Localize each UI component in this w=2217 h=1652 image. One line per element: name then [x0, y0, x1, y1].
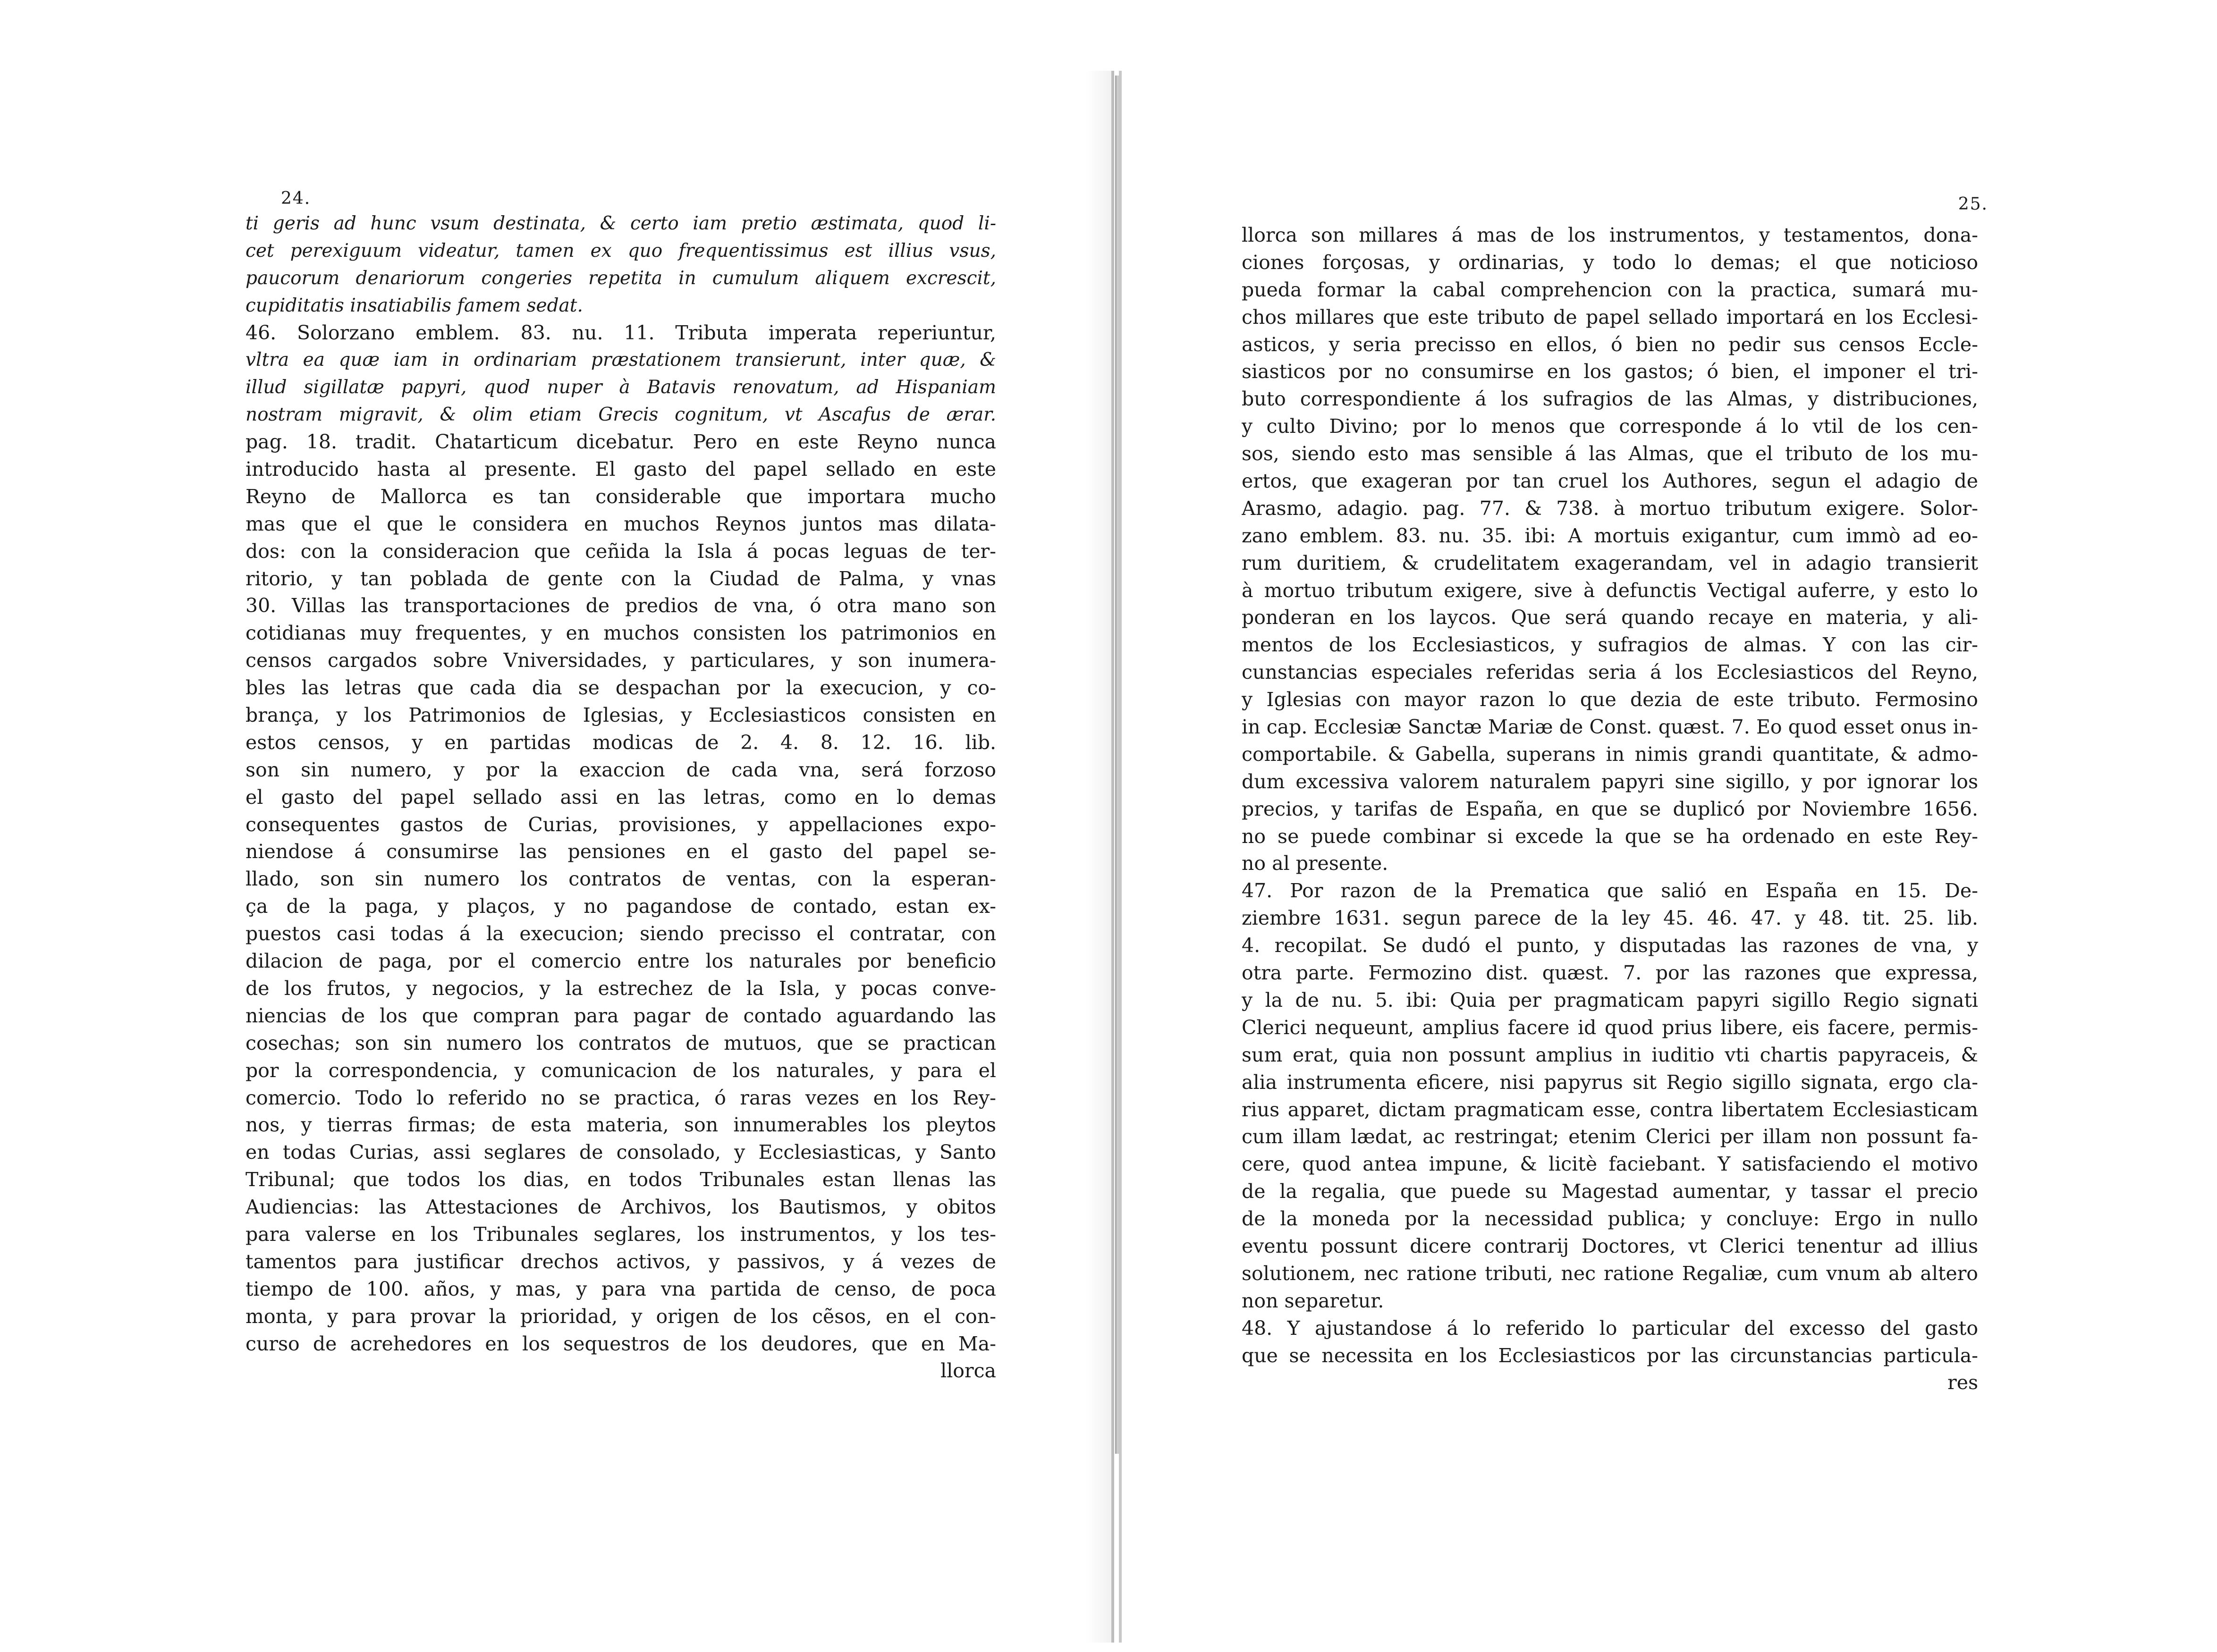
text-line: y Iglesias con mayor razon lo que dezia de este tributo. Fermosino — [1242, 688, 1978, 711]
text-line: monta, y para provar la prioridad, y origen de los cẽsos, en el con- — [245, 1305, 996, 1328]
text-line: ti geris ad hunc vsum destinata, & certo iam pretio æstimata, quod li- — [245, 213, 996, 234]
text-line: Audiencias: las Attestaciones de Archivos, los Bautismos, y obitos — [245, 1196, 996, 1219]
text-line: en todas Curias, assi seglares de consolado, y Ecclesiasticas, y Santo — [245, 1141, 996, 1164]
text-line: in cap. Ecclesiæ Sanctæ Mariæ de Const. quæst. 7. Eo quod esset onus in- — [1242, 716, 1978, 739]
text-line: bles las letras que cada dia se despachan por la execucion, y co- — [245, 676, 996, 700]
catchword: llorca — [940, 1359, 996, 1382]
text-line: Tribunal; que todos los dias, en todos Tribunales estan llenas las — [245, 1168, 996, 1191]
text-line: alia instrumenta eficere, nisi papyrus sit Regio sigillo signata, ergo cla- — [1242, 1070, 1978, 1094]
text-line: sum erat, quia non possunt amplius in iuditio vti chartis papyraceis, & — [1242, 1043, 1978, 1066]
text-line: mentos de los Ecclesiasticos, y sufragios de almas. Y con las cir- — [1242, 633, 1978, 657]
right-page-text — [1242, 222, 1978, 1397]
text-line: llorca son millares á mas de los instrumentos, y testamentos, dona- — [1242, 224, 1978, 246]
text-line: dos: con la consideracion que ceñida la Isla á pocas leguas de ter- — [245, 539, 996, 563]
text-line: cet perexiguum videatur, tamen ex quo frequentissimus est illius vsus, — [245, 240, 996, 261]
text-line: para valerse en los Tribunales seglares, los instrumentos, y los tes- — [245, 1222, 996, 1246]
text-line: 30. Villas las transportaciones de predios de vna, ó otra mano son — [245, 594, 996, 617]
text-line: estos censos, y en partidas modicas de 2. 4. 8. 12. 16. lib. — [245, 731, 996, 754]
text-line: eventu possunt dicere contrarij Doctores, vt Clerici tenentur ad illius — [1242, 1234, 1978, 1257]
text-line: à mortuo tributum exigere, sive à defunctis Vectigal auferre, y esto lo — [1242, 579, 1978, 602]
text-line: y culto Divino; por lo menos que corresponde á lo vtil de los cen- — [1242, 415, 1978, 438]
text-line: niencias de los que compran para pagar de contado aguardando las — [245, 1004, 996, 1027]
text-line: 4. recopilat. Se dudó el punto, y disputadas las razones de vna, y — [1242, 934, 1978, 957]
text-line: illud sigillatæ papyri, quod nuper à Batavis renovatum, ad Hispaniam — [245, 377, 996, 398]
text-line: no se puede combinar si excede la que se ha ordenado en este Rey- — [1242, 825, 1978, 848]
text-line: pag. 18. tradit. Chatarticum dicebatur. Pero en este Reyno nunca — [245, 430, 996, 454]
text-line: nos, y tierras firmas; de esta materia, son innumerables los pleytos — [245, 1113, 996, 1137]
text-line: el gasto del papel sellado assi en las letras, como en lo demas — [245, 785, 996, 809]
text-line: precios, y tarifas de España, en que se duplicó por Noviembre 1656. — [1242, 797, 1978, 820]
text-line: paucorum denariorum congeries repetita in cumulum aliquem excrescit, — [245, 267, 996, 289]
text-line: cunstancias especiales referidas seria á los Ecclesiasticos del Reyno, — [1242, 661, 1978, 684]
text-line: buto correspondiente á los sufragios de las Almas, y distribuciones, — [1242, 388, 1978, 411]
text-line: cotidianas muy frequentes, y en muchos consisten los patrimonios en — [245, 622, 996, 645]
text-line: tamentos para justificar drechos activos, y passivos, y á vezes de — [245, 1250, 996, 1273]
text-line: niendose á consumirse las pensiones en el gasto del papel se- — [245, 840, 996, 863]
text-line: introducido hasta al presente. El gasto del papel sellado en este — [245, 458, 996, 481]
text-line: no al presente. — [1242, 852, 1388, 875]
catchword: res — [1947, 1371, 1978, 1394]
text-line: curso de acrehedores en los sequestros de los deudores, que en Ma- — [245, 1332, 996, 1355]
text-line: nostram migravit, & olim etiam Grecis cognitum, vt Ascafus de ærar. — [245, 404, 996, 426]
text-line: chos millares que este tributo de papel sellado importará en los Ecclesi- — [1242, 305, 1978, 329]
text-line: puestos casi todas á la execucion; siendo precisso el contratar, con — [245, 922, 996, 945]
text-line: rius apparet, dictam pragmaticam esse, contra libertatem Ecclesiasticam — [1242, 1098, 1978, 1121]
text-line: de los frutos, y negocios, y la estrechez de la Isla, y pocas conve- — [245, 977, 996, 1000]
text-line: consequentes gastos de Curias, provisiones, y appellaciones expo- — [245, 813, 996, 836]
text-line: ziembre 1631. segun parece de la ley 45. 46. 47. y 48. tit. 25. lib. — [1242, 907, 1978, 930]
text-line: ça de la paga, y plaços, y no pagandose de contado, estan ex- — [245, 895, 996, 918]
text-line: ertos, que exageran por tan cruel los Authores, segun el adagio de — [1242, 470, 1978, 493]
binding-shadow — [1086, 71, 1114, 1643]
right-page-number: 25. — [1958, 194, 1988, 214]
text-line: Reyno de Mallorca es tan considerable que importara mucho — [245, 485, 996, 508]
text-line: por la correspondencia, y comunicacion de los naturales, y para el — [245, 1059, 996, 1082]
text-line: censos cargados sobre Vniversidades, y particulares, y son inumera- — [245, 649, 996, 672]
text-line: de la regalia, que puede su Magestad aumentar, y tassar el precio — [1242, 1180, 1978, 1203]
text-line: cosechas; son sin numero los contratos de mutuos, que se practican — [245, 1031, 996, 1054]
text-line: cere, quod antea impune, & licitè faciebant. Y satisfaciendo el motivo — [1242, 1153, 1978, 1176]
text-line: sos, siendo esto mas sensible á las Almas, que el tributo de los mu- — [1242, 442, 1978, 465]
text-line: comportabile. & Gabella, superans in nimis grandi quantitate, & admo- — [1242, 742, 1978, 766]
text-line: 47. Por razon de la Prematica que salió en España en 15. De- — [1242, 879, 1978, 902]
text-line: 48. Y ajustandose á lo referido lo particular del excesso del gasto — [1242, 1316, 1978, 1340]
text-line: Arasmo, adagio. pag. 77. & 738. à mortuo tributum exigere. Solor- — [1242, 497, 1978, 520]
text-line: dum excessiva valorem naturalem papyri sine sigillo, y por ignorar los — [1242, 770, 1978, 793]
right-page — [1119, 71, 2217, 1643]
text-line: ponderan en los laycos. Que será quando recaye en materia, y ali- — [1242, 606, 1978, 629]
text-line: cum illam lædat, ac restringat; etenim Clerici per illam non possunt fa- — [1242, 1125, 1978, 1148]
text-line: y la de nu. 5. ibi: Quia per pragmaticam papyri sigillo Regio signati — [1242, 988, 1978, 1011]
text-line: siasticos por no consumirse en los gastos; ó bien, el imponer el tri- — [1242, 360, 1978, 383]
text-line: vltra ea quæ iam in ordinariam præstationem transierunt, inter quæ, & — [245, 349, 996, 371]
text-line: tiempo de 100. años, y mas, y para vna partida de censo, de poca — [245, 1277, 996, 1300]
text-line: llado, son sin numero los contratos de ventas, con la esperan- — [245, 868, 996, 891]
left-page — [0, 71, 1114, 1643]
text-line: dilacion de paga, por el comercio entre los naturales por beneficio — [245, 950, 996, 973]
text-line: comercio. Todo lo referido no se practica, ó raras vezes en los Rey- — [245, 1086, 996, 1109]
text-line: son sin numero, y por la exaccion de cada vna, será forzoso — [245, 758, 996, 781]
text-line: otra parte. Fermozino dist. quæst. 7. por las razones que expressa, — [1242, 961, 1978, 985]
text-line: non separetur. — [1242, 1289, 1384, 1312]
text-line: brança, y los Patrimonios de Iglesias, y Ecclesiasticos consisten en — [245, 704, 996, 727]
text-line: pueda formar la cabal comprehencion con la practica, sumará mu- — [1242, 278, 1978, 301]
text-line: que se necessita en los Ecclesiasticos por las circunstancias particula- — [1242, 1344, 1978, 1367]
right-page-edge — [1119, 71, 1122, 1643]
text-line: ritorio, y tan poblada de gente con la Ciudad de Palma, y vnas — [245, 567, 996, 590]
text-line: mas que el que le considera en muchos Reynos juntos mas dilata- — [245, 512, 996, 535]
left-page-number: 24. — [281, 189, 311, 208]
left-page-text — [245, 210, 996, 1385]
text-line: Clerici nequeunt, amplius facere id quod prius libere, eis facere, permis- — [1242, 1016, 1978, 1039]
text-line: cupiditatis insatiabilis famem sedat. — [245, 295, 583, 316]
text-line: rum duritiem, & crudelitatem exagerandam, vel in adagio transierit — [1242, 551, 1978, 574]
text-line: de la moneda por la necessidad publica; y concluye: Ergo in nullo — [1242, 1207, 1978, 1231]
text-line: 46. Solorzano emblem. 83. nu. 11. Tributa imperata reperiuntur, — [245, 321, 996, 344]
text-line: asticos, y seria precisso en ellos, ó bien no pedir sus censos Eccle- — [1242, 333, 1978, 356]
text-line: zano emblem. 83. nu. 35. ibi: A mortuis exigantur, cum immò ad eo- — [1242, 524, 1978, 547]
text-line: ciones forçosas, y ordinarias, y todo lo demas; el que noticioso — [1242, 251, 1978, 274]
text-line: solutionem, nec ratione tributi, nec ratione Regaliæ, cum vnum ab altero — [1242, 1262, 1978, 1285]
